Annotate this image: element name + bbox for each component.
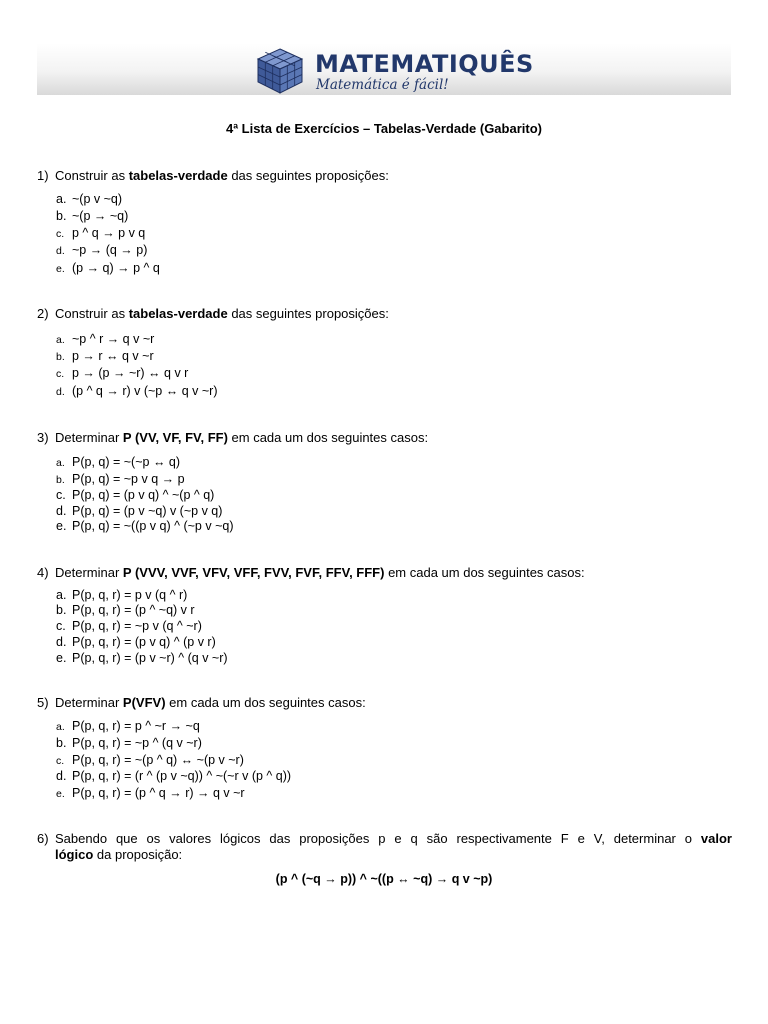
question-emphasis: tabelas-verdade: [128, 168, 228, 183]
question-5: [37, 695, 366, 710]
question-6: [37, 831, 732, 863]
question-number: 4): [37, 565, 49, 580]
list-item: e. P(p, q, r) = (p ^ q → r) → q v ~r: [56, 786, 245, 800]
question-number: 6): [37, 831, 49, 846]
question-number: 5): [37, 695, 49, 710]
question-2: [37, 306, 389, 321]
list-item: e. (p → q) → p ^ q: [56, 261, 160, 275]
question-text: das seguintes proposições:: [227, 168, 389, 183]
question-emphasis: tabelas-verdade: [128, 306, 228, 321]
list-item: c. P(p, q, r) = ~(p ^ q) ↔ ~(p v ~r): [56, 753, 244, 767]
question-emphasis: P (VVV, VVF, VFV, VFF, FVV, FVF, FFV, FFF): [122, 565, 385, 580]
list-item: a. ~p ^ r → q v ~r: [56, 332, 155, 346]
list-item: d. P(p, q, r) = (r ^ (p v ~q)) ^ ~(~r v (p ^ q)): [56, 769, 292, 783]
question-emphasis: P (VV, VF, FV, FF): [122, 430, 228, 445]
list-item: c. p → (p → ~r) ↔ q v r: [56, 366, 189, 380]
list-item: a. ~(p v ~q): [56, 192, 123, 206]
list-item: d. P(p, q) = (p v ~q) v (~p v q): [56, 504, 223, 518]
list-item: b. P(p, q) = ~p v q → p: [56, 472, 185, 486]
question-3: [37, 430, 428, 445]
brand-name: MATEMATIQUÊS: [315, 50, 534, 78]
question-text: Determinar: [55, 695, 123, 710]
question-1: [37, 168, 389, 183]
proposition-formula: (p ^ (~q → p)) ^ ~((p ↔ ~q) → q v ~p): [275, 872, 493, 886]
question-number: 3): [37, 430, 49, 445]
question-text: em cada um dos seguintes casos:: [384, 565, 585, 580]
question-text: Construir as: [55, 168, 129, 183]
list-item: c. p ^ q → p v q: [56, 226, 146, 240]
list-item: d. ~p → (q → p): [56, 243, 148, 257]
list-item: b. p → r ↔ q v ~r: [56, 349, 154, 363]
question-text: das seguintes proposições:: [227, 306, 389, 321]
list-item: a. P(p, q) = ~(~p ↔ q): [56, 455, 181, 469]
list-item: d. (p ^ q → r) v (~p ↔ q v ~r): [56, 384, 218, 398]
question-text: Sabendo que os valores lógicos das proposições p e q são respectivamente F e V, determinar o valor: [55, 831, 732, 846]
brand-tagline: Matemática é fácil!: [316, 77, 449, 93]
rubik-cube-logo-icon: [255, 47, 305, 95]
list-item: c. P(p, q) = (p v q) ^ ~(p ^ q): [56, 488, 215, 502]
question-text: em cada um dos seguintes casos:: [165, 695, 366, 710]
question-emphasis: P(VFV): [122, 695, 166, 710]
question-text: lógico da proposição:: [55, 847, 183, 862]
list-item: c. P(p, q, r) = ~p v (q ^ ~r): [56, 619, 202, 633]
question-number: 1): [37, 168, 49, 183]
list-item: e. P(p, q) = ~((p v q) ^ (~p v ~q): [56, 519, 234, 533]
list-item: d. P(p, q, r) = (p v q) ^ (p v r): [56, 635, 216, 649]
question-4: [37, 565, 585, 580]
list-item: b. P(p, q, r) = (p ^ ~q) v r: [56, 603, 195, 617]
page-title: 4ª Lista de Exercícios – Tabelas-Verdade (Gabarito): [226, 121, 542, 136]
list-item: b. ~(p → ~q): [56, 209, 129, 223]
list-item: a. P(p, q, r) = p ^ ~r → ~q: [56, 719, 200, 733]
question-number: 2): [37, 306, 49, 321]
list-item: b. P(p, q, r) = ~p ^ (q v ~r): [56, 736, 202, 750]
question-text: Construir as: [55, 306, 129, 321]
question-text: em cada um dos seguintes casos:: [227, 430, 429, 445]
list-item: a. P(p, q, r) = p v (q ^ r): [56, 588, 188, 602]
question-text: Determinar: [55, 430, 123, 445]
list-item: e. P(p, q, r) = (p v ~r) ^ (q v ~r): [56, 651, 228, 665]
question-text: Determinar: [55, 565, 123, 580]
